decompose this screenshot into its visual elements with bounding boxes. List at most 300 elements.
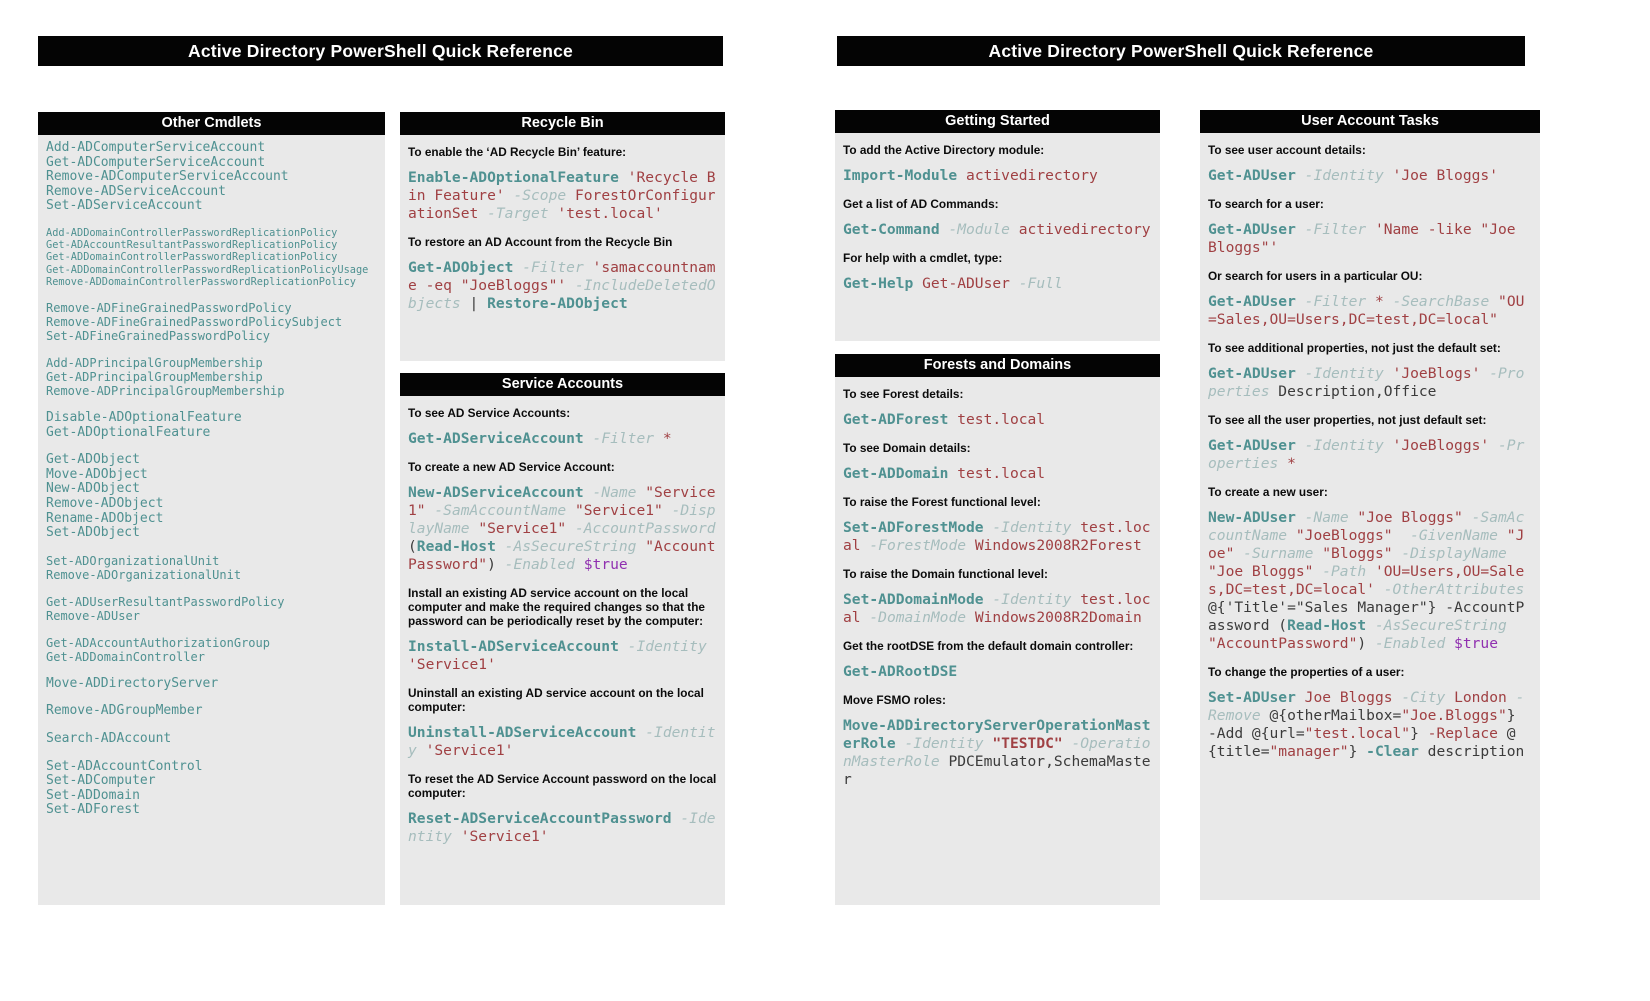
section-header: Recycle Bin xyxy=(400,112,725,135)
code-block xyxy=(843,167,1152,185)
code-token: Uninstall-ADServiceAccount xyxy=(408,724,637,741)
code-token xyxy=(1071,519,1080,536)
instruction-label: To see Domain details: xyxy=(843,441,971,455)
panel-user-account-tasks xyxy=(1200,110,1540,900)
code-token: Get-Help xyxy=(843,275,914,292)
code-token: "manager" xyxy=(1269,743,1349,760)
code-token: 'Service1' xyxy=(460,828,549,845)
section-header: Getting Started xyxy=(835,110,1160,133)
code-token: Enable-ADOptionalFeature xyxy=(408,169,619,186)
code-token: -Filter xyxy=(1304,221,1367,238)
code-token xyxy=(1366,617,1375,634)
instruction-label: To see additional properties, not just the default set: xyxy=(1208,341,1501,355)
code-block xyxy=(408,169,717,223)
code-token: 'Joe Bloggs' xyxy=(1392,167,1498,184)
code-token xyxy=(1384,167,1393,184)
code-token: "JoeBloggs" xyxy=(1295,527,1393,544)
code-token: 'JoeBlogs' xyxy=(1392,365,1481,382)
code-token: -City xyxy=(1401,689,1446,706)
code-token: activedirectory xyxy=(1018,221,1151,238)
code-block xyxy=(843,411,1152,429)
code-token: @{otherMailbox= xyxy=(1260,707,1402,724)
code-token: -Identity xyxy=(1304,437,1384,454)
code-token xyxy=(966,537,975,554)
code-token: test.local xyxy=(843,519,1151,554)
code-token xyxy=(1384,437,1393,454)
code-token xyxy=(619,169,628,186)
instruction-label: Move FSMO roles: xyxy=(843,693,946,707)
cmdlet-line: Set-ADComputer xyxy=(46,773,156,789)
code-token: -Properties xyxy=(1208,437,1525,472)
code-token: ( xyxy=(408,520,725,555)
instruction-label: Uninstall an existing AD service account on the local computer: xyxy=(408,686,704,714)
code-token: Move-ADDirectoryServerOperationMasterRole xyxy=(843,717,1151,752)
code-token xyxy=(1384,365,1393,382)
instruction-label: To see AD Service Accounts: xyxy=(408,406,571,420)
code-token: -AsSecureString xyxy=(1374,617,1507,634)
code-block xyxy=(1208,509,1532,653)
code-token: -SamAccountName xyxy=(1208,509,1525,544)
instruction-label: To add the Active Directory module: xyxy=(843,143,1045,157)
code-block xyxy=(843,663,1152,681)
section-body xyxy=(835,133,1160,341)
cmdlet-line: Remove-ADFineGrainedPasswordPolicy xyxy=(46,300,292,315)
code-token: "Joe.Bloggs" xyxy=(1401,707,1507,724)
code-token: $true xyxy=(1454,635,1498,652)
code-token xyxy=(478,205,487,222)
code-token: -DisplayName xyxy=(1401,545,1507,562)
code-token xyxy=(417,742,426,759)
code-token: -Target xyxy=(487,205,549,222)
cmdlet-line: Get-ADPrincipalGroupMembership xyxy=(46,369,263,384)
code-token: } xyxy=(1410,725,1428,742)
code-token: * xyxy=(1374,293,1384,310)
cmdlet-group xyxy=(46,704,377,719)
cmdlet-line: Set-ADFineGrainedPasswordPolicy xyxy=(46,328,270,343)
code-token: @{'Title'="Sales Manager"} -AccountPassword ( xyxy=(1208,581,1534,634)
code-token xyxy=(1366,221,1375,238)
code-token: Windows2008R2Domain xyxy=(974,609,1142,626)
instruction-label: To search for a user: xyxy=(1208,197,1324,211)
code-token: Get-ADUser xyxy=(1208,167,1296,184)
code-token xyxy=(896,735,905,752)
code-block xyxy=(843,275,1152,293)
code-token xyxy=(566,520,575,537)
page-title: Active Directory PowerShell Quick Reference xyxy=(38,36,723,66)
code-token: -Filter xyxy=(592,430,655,447)
code-token: -Identity xyxy=(408,810,716,845)
section-body xyxy=(400,135,725,361)
code-token: -Surname xyxy=(1243,545,1314,562)
code-token: -Identity xyxy=(627,638,707,655)
cmdlet-line: Get-ADAccountAuthorizationGroup xyxy=(46,635,270,650)
code-token: 'Service1' xyxy=(425,742,514,759)
code-token xyxy=(452,828,461,845)
instruction-label: Get a list of AD Commands: xyxy=(843,197,999,211)
code-token: * xyxy=(662,430,672,447)
code-token xyxy=(1296,293,1305,310)
code-token xyxy=(513,259,522,276)
instruction-label: To reset the AD Service Account password on the local computer: xyxy=(408,772,717,800)
code-token: $true xyxy=(583,556,628,573)
code-token: Get-ADForest xyxy=(843,411,949,428)
code-token: test.local xyxy=(843,591,1151,626)
code-block xyxy=(843,519,1152,555)
code-token: Get-ADRootDSE xyxy=(843,663,958,680)
code-token: -Replace xyxy=(1427,725,1498,742)
cmdlet-line: Get-ADObject xyxy=(46,452,140,468)
code-token xyxy=(619,638,628,655)
code-token xyxy=(1287,527,1296,544)
cmdlet-line: Set-ADDomain xyxy=(46,787,140,803)
panel-other-cmdlets xyxy=(38,112,385,905)
code-token: -OperationMasterRole xyxy=(843,735,1151,770)
cmdlet-line: Get-ADAccountResultantPasswordReplicationPolicy xyxy=(46,239,338,252)
code-token: -Properties xyxy=(1208,365,1525,400)
code-token xyxy=(1498,527,1507,544)
cmdlet-line: Set-ADObject xyxy=(46,525,140,541)
instruction-label: To restore an AD Account from the Recycle Bin xyxy=(408,235,673,249)
cmdlet-line: Remove-ADUser xyxy=(46,608,140,623)
section-body xyxy=(835,377,1160,905)
code-token: Set-ADDomainMode xyxy=(843,591,984,608)
cmdlet-line: Remove-ADComputerServiceAccount xyxy=(46,169,289,185)
code-token: description xyxy=(1418,743,1525,760)
cmdlet-line: Move-ADDirectoryServer xyxy=(46,675,219,691)
code-token: Set-ADForestMode xyxy=(843,519,984,536)
cmdlet-group xyxy=(46,732,377,747)
code-token: Get-ADUser xyxy=(1208,221,1296,238)
instruction-label: To see Forest details: xyxy=(843,387,964,401)
code-token xyxy=(1489,437,1498,454)
code-token xyxy=(584,259,593,276)
code-token xyxy=(957,167,966,184)
code-token xyxy=(470,520,479,537)
code-token: 'Service1' xyxy=(408,656,496,673)
code-token: 'test.local' xyxy=(557,205,663,222)
code-token: Get-ADUser xyxy=(922,275,1010,292)
code-token: New-ADUser xyxy=(1208,509,1296,526)
panel-forests-domains xyxy=(835,354,1160,905)
code-block xyxy=(1208,167,1532,185)
code-token: "Joe Bloggs" xyxy=(1357,509,1463,526)
code-token: -Remove xyxy=(1208,689,1525,724)
code-token: "Service1" xyxy=(478,520,567,537)
code-token xyxy=(1296,689,1305,706)
code-block xyxy=(408,430,717,448)
cmdlet-line: Remove-ADOrganizationalUnit xyxy=(46,567,242,582)
code-block xyxy=(408,259,717,313)
section-header: Forests and Domains xyxy=(835,354,1160,377)
code-block xyxy=(843,717,1152,789)
cmdlet-group xyxy=(46,453,377,541)
code-token: "AccountPassword" xyxy=(1208,635,1358,652)
code-token: -Clear xyxy=(1366,743,1419,760)
code-token: "Joe" xyxy=(1208,527,1525,562)
code-block xyxy=(1208,365,1532,401)
code-token xyxy=(948,465,957,482)
cmdlet-line: Remove-ADDomainControllerPasswordReplicationPolicy xyxy=(46,275,356,288)
code-token: -Module xyxy=(948,221,1010,238)
code-token xyxy=(1489,293,1498,310)
code-token xyxy=(1296,365,1305,382)
code-token xyxy=(707,638,716,655)
code-block xyxy=(1208,293,1532,329)
cmdlet-group xyxy=(46,301,377,343)
panel-service-accounts xyxy=(400,373,725,905)
code-token xyxy=(1480,365,1489,382)
code-token: "Service1" xyxy=(408,484,716,519)
cmdlet-line: Get-ADDomainController xyxy=(46,649,205,664)
code-token: Get-Command xyxy=(843,221,940,238)
code-token: Set-ADUser xyxy=(1208,689,1296,706)
code-token xyxy=(1463,509,1472,526)
instruction-label: To change the properties of a user: xyxy=(1208,665,1405,679)
code-token: Get-ADObject xyxy=(408,259,514,276)
code-token xyxy=(1507,545,1516,562)
cmdlet-group xyxy=(46,227,377,288)
code-token xyxy=(584,430,593,447)
code-token: -IncludeDeletedObjects xyxy=(408,277,716,312)
instruction-label: To see all the user properties, not just default set: xyxy=(1208,413,1487,427)
section-body xyxy=(1200,133,1540,900)
cmdlet-line: Remove-ADFineGrainedPasswordPolicySubject xyxy=(46,314,343,329)
code-token: 'samaccountname -eq "JoeBloggs"' xyxy=(408,259,716,294)
code-token xyxy=(948,411,957,428)
code-token: Install-ADServiceAccount xyxy=(408,638,619,655)
code-token xyxy=(566,187,575,204)
code-token xyxy=(1384,293,1393,310)
section-header: Other Cmdlets xyxy=(38,112,385,135)
instruction-label: To create a new AD Service Account: xyxy=(408,460,615,474)
code-token: @{title= xyxy=(1208,725,1516,760)
code-token: -Identity xyxy=(992,519,1072,536)
cmdlet-line: Remove-ADPrincipalGroupMembership xyxy=(46,383,285,398)
cmdlet-line: Move-ADObject xyxy=(46,466,148,482)
code-token: -DisplayName xyxy=(408,502,716,537)
code-token: Restore-ADObject xyxy=(487,295,628,312)
code-token: -ForestMode xyxy=(869,537,967,554)
cmdlet-line: Set-ADAccountControl xyxy=(46,758,203,774)
code-token xyxy=(1296,221,1305,238)
code-token: PDCEmulator,SchemaMaster xyxy=(843,753,1151,788)
cmdlet-group xyxy=(46,411,377,440)
code-token: -AccountPassword xyxy=(574,520,716,537)
instruction-label: To raise the Domain functional level: xyxy=(843,567,1048,581)
code-token xyxy=(1234,545,1243,562)
code-token: -Filter xyxy=(522,259,584,276)
code-block xyxy=(1208,221,1532,257)
code-block xyxy=(1208,689,1532,761)
code-token: -Identity xyxy=(1304,167,1384,184)
cmdlet-group xyxy=(46,760,377,818)
cmdlet-group xyxy=(46,554,377,582)
cmdlet-line: Add-ADPrincipalGroupMembership xyxy=(46,355,263,370)
code-token xyxy=(1071,591,1080,608)
code-token: Windows2008R2Forest xyxy=(974,537,1142,554)
code-token: "Joe Bloggs" xyxy=(1208,563,1314,580)
code-token: Get-ADUser xyxy=(1208,437,1296,454)
cmdlet-line: Set-ADOrganizationalUnit xyxy=(46,553,220,568)
code-token: Read-Host xyxy=(1287,617,1367,634)
code-token: -Enabled xyxy=(504,556,575,573)
code-token xyxy=(1278,455,1287,472)
code-token: -Path xyxy=(1322,563,1367,580)
code-token: Joe Bloggs xyxy=(1304,689,1393,706)
cmdlet-line: Get-ADComputerServiceAccount xyxy=(46,154,266,170)
section-header: User Account Tasks xyxy=(1200,110,1540,133)
cmdlet-line: Add-ADComputerServiceAccount xyxy=(46,140,266,155)
code-token xyxy=(966,609,975,626)
code-token xyxy=(1375,581,1384,598)
instruction-label: Or search for users in a particular OU: xyxy=(1208,269,1423,283)
code-token: -GivenName xyxy=(1410,527,1498,544)
cmdlet-group xyxy=(46,636,377,664)
cmdlet-line: Remove-ADGroupMember xyxy=(46,703,203,719)
code-block xyxy=(408,810,717,846)
code-token: Get-ADUser xyxy=(1208,293,1296,310)
cmdlet-line: Add-ADDomainControllerPasswordReplicationPolicy xyxy=(46,226,338,239)
code-token: -Name xyxy=(1304,509,1349,526)
code-token: "test.local" xyxy=(1304,725,1411,742)
code-token: Reset-ADServiceAccountPassword xyxy=(408,810,672,827)
code-token: -Identity xyxy=(408,724,716,759)
code-token: 'Recycle Bin Feature' xyxy=(408,169,716,204)
code-token xyxy=(1445,635,1454,652)
code-token: Description,Office xyxy=(1269,383,1437,400)
code-token: -AsSecureString xyxy=(504,538,637,555)
cmdlet-line: Disable-ADOptionalFeature xyxy=(46,409,242,425)
section-header: Service Accounts xyxy=(400,373,725,396)
cmdlet-line: New-ADObject xyxy=(46,481,140,497)
code-token: * xyxy=(1287,455,1296,472)
instruction-label: For help with a cmdlet, type: xyxy=(843,251,1003,265)
instruction-label: To enable the ‘AD Recycle Bin’ feature: xyxy=(408,145,627,159)
code-token xyxy=(1393,527,1411,544)
code-token xyxy=(566,277,575,294)
code-token xyxy=(1313,545,1322,562)
code-token: Read-Host xyxy=(416,538,496,555)
code-token: -SearchBase xyxy=(1392,293,1490,310)
code-token: "Bloggs" xyxy=(1322,545,1393,562)
code-token xyxy=(636,484,645,501)
code-token: -Enabled xyxy=(1374,635,1446,652)
code-token: "Service1" xyxy=(574,502,663,519)
code-token: -SamAccountName xyxy=(434,502,567,519)
code-token xyxy=(663,502,672,519)
instruction-label: To raise the Forest functional level: xyxy=(843,495,1041,509)
code-token: 'Name -like "Joe Bloggs"' xyxy=(1208,221,1525,256)
code-token xyxy=(1010,221,1019,238)
cmdlet-line: Get-ADDomainControllerPasswordReplicationPolicyUsage xyxy=(46,263,369,276)
code-token: } -Add @{url= xyxy=(1208,707,1525,742)
code-token: -Identity xyxy=(1304,365,1384,382)
cmdlet-line: Remove-ADObject xyxy=(46,495,164,511)
code-token: Get-ADDomain xyxy=(843,465,949,482)
code-token: ) xyxy=(487,556,505,573)
code-block xyxy=(843,221,1152,239)
panel-getting-started xyxy=(835,110,1160,341)
instruction-label: To see user account details: xyxy=(1208,143,1366,157)
cmdlet-line: Rename-ADObject xyxy=(46,510,164,526)
code-token xyxy=(575,556,584,573)
instruction-label: Get the rootDSE from the default domain controller: xyxy=(843,639,1134,653)
code-token: -Identity xyxy=(992,591,1072,608)
code-token: -Name xyxy=(592,484,637,501)
code-token xyxy=(1313,563,1322,580)
code-token: "AccountPassword" xyxy=(408,538,716,573)
code-token xyxy=(1296,509,1305,526)
code-token: New-ADServiceAccount xyxy=(408,484,584,501)
page-title: Active Directory PowerShell Quick Reference xyxy=(837,36,1525,66)
code-token xyxy=(913,275,922,292)
cmdlet-group xyxy=(46,356,377,398)
instruction-label: To create a new user: xyxy=(1208,485,1328,499)
code-token: activedirectory xyxy=(966,167,1098,184)
section-body xyxy=(400,396,725,905)
code-token: 'OU=Users,OU=Sales,DC=test,DC=local' xyxy=(1208,563,1525,598)
code-token xyxy=(496,538,505,555)
code-token xyxy=(636,724,645,741)
code-block xyxy=(408,638,717,674)
code-block xyxy=(843,465,1152,483)
code-token: "OU=Sales,OU=Users,DC=test,DC=local" xyxy=(1208,293,1525,328)
code-token xyxy=(1507,689,1516,706)
code-token: ) xyxy=(1357,635,1375,652)
code-block xyxy=(408,484,725,574)
instruction-label: Install an existing AD service account on the local computer and make the required changes so that the password can be periodically reset by the computer: xyxy=(408,586,705,628)
code-token xyxy=(566,502,575,519)
code-token: 'JoeBloggs' xyxy=(1392,437,1490,454)
cmdlet-line: Remove-ADServiceAccount xyxy=(46,183,227,199)
cmdlet-line: Set-ADForest xyxy=(46,802,140,818)
code-token: -Full xyxy=(1018,275,1063,292)
code-token xyxy=(1296,437,1305,454)
cmdlet-line: Get-ADUserResultantPasswordPolicy xyxy=(46,594,285,609)
code-token: -Filter xyxy=(1304,293,1367,310)
code-token: -DomainMode xyxy=(869,609,967,626)
code-token xyxy=(1010,275,1019,292)
cmdlet-line: Set-ADServiceAccount xyxy=(46,198,203,214)
cmdlet-line: Get-ADOptionalFeature xyxy=(46,424,211,440)
code-token xyxy=(654,430,663,447)
code-token xyxy=(1507,617,1516,634)
cmdlet-line: Search-ADAccount xyxy=(46,730,172,746)
code-token: } xyxy=(1348,743,1367,760)
code-block xyxy=(843,591,1152,627)
code-token xyxy=(584,484,593,501)
code-token: -OtherAttributes xyxy=(1383,581,1525,598)
code-token: "TESTDC" xyxy=(992,735,1063,752)
code-block xyxy=(1208,437,1532,473)
panel-recycle-bin xyxy=(400,112,725,361)
code-token xyxy=(1366,563,1375,580)
code-block xyxy=(408,724,717,760)
code-token xyxy=(636,538,645,555)
cmdlet-group xyxy=(46,141,377,214)
code-token: test.local xyxy=(957,465,1046,482)
cmdlet-group xyxy=(46,595,377,623)
code-token: -Scope xyxy=(513,187,567,204)
code-token: London xyxy=(1454,689,1507,706)
code-token: Get-ADServiceAccount xyxy=(408,430,584,447)
section-body xyxy=(38,135,385,905)
cmdlet-group xyxy=(46,677,377,692)
code-token xyxy=(1445,689,1454,706)
code-token: -Identity xyxy=(904,735,984,752)
code-token: Get-ADUser xyxy=(1208,365,1296,382)
cmdlet-line: Get-ADDomainControllerPasswordReplicationPolicy xyxy=(46,251,338,264)
